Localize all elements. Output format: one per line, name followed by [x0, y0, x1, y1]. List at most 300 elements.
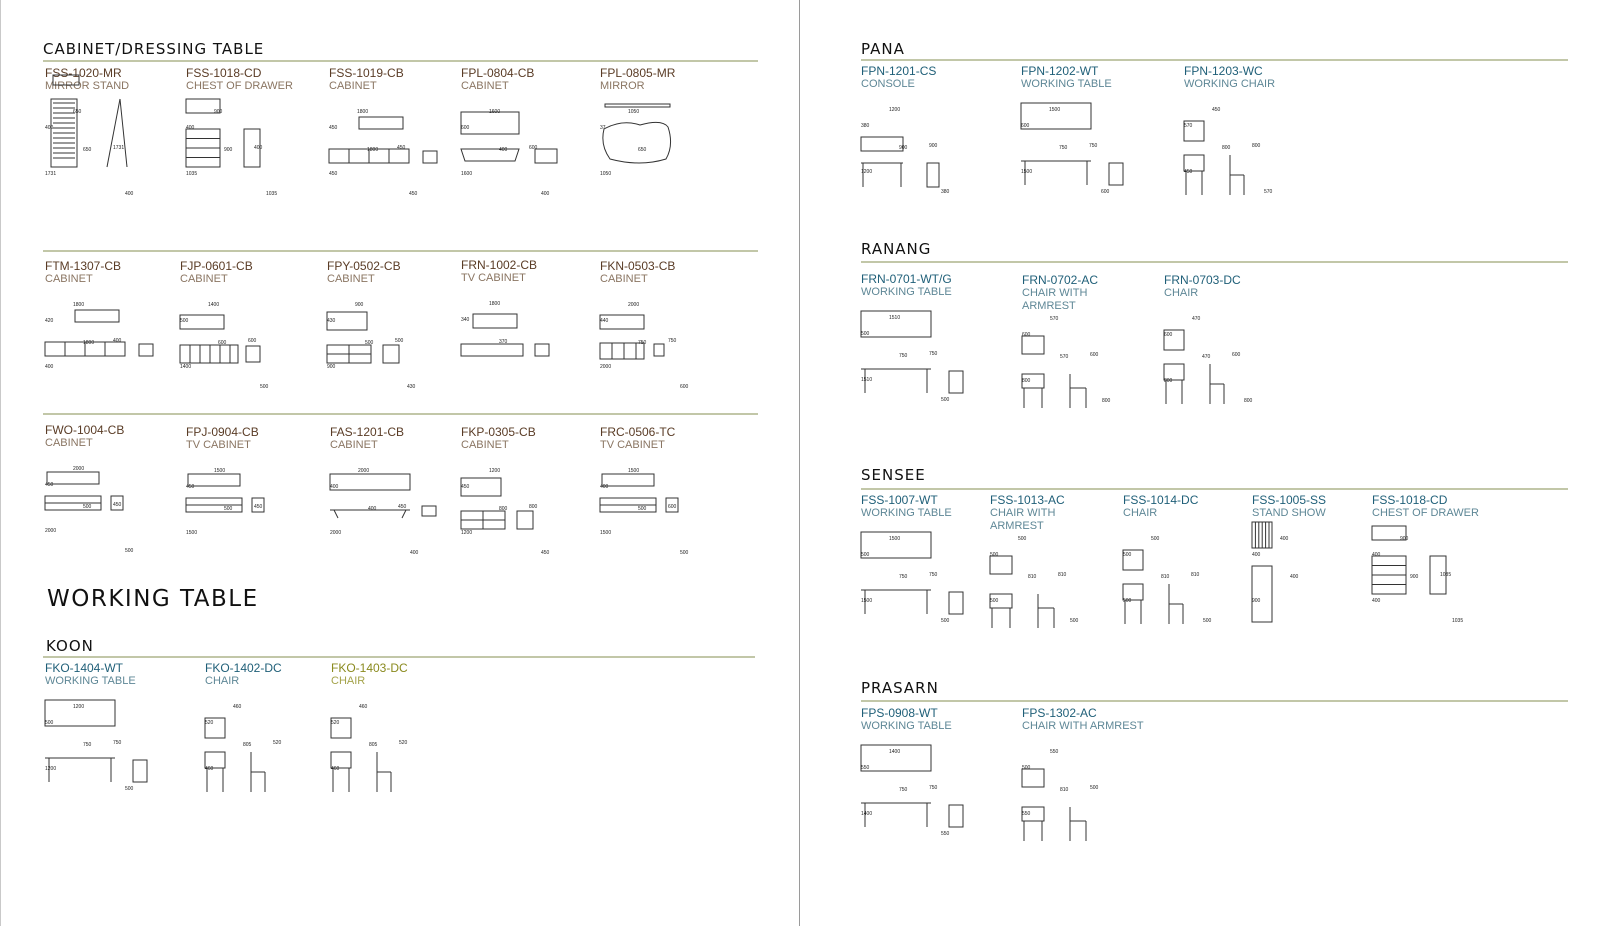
- technical-drawing: [1184, 65, 1304, 205]
- dimension-label: 550: [941, 831, 950, 837]
- dimension-label: 900: [355, 302, 364, 308]
- product-description: WORKING TABLE: [45, 675, 136, 687]
- dimension-label: 500: [1123, 598, 1132, 604]
- top-view: [990, 556, 1012, 574]
- technical-drawing: [861, 273, 981, 413]
- product-item: [861, 272, 1011, 403]
- product-item: [861, 493, 1011, 624]
- product-description: WORKING CHAIR: [1184, 78, 1276, 90]
- dimension-label: 460: [205, 766, 214, 772]
- dimension-label: 2000: [73, 466, 85, 472]
- product-code: FPN-1202-WT: [1021, 64, 1099, 78]
- product-code: FKO-1403-DC: [331, 661, 408, 675]
- product-code: FSS-1014-DC: [1123, 493, 1199, 507]
- product-description: MIRROR STAND: [45, 80, 130, 92]
- dimension-label: 800: [529, 504, 538, 510]
- dimension-label: 800: [499, 506, 508, 512]
- product-code: FSS-1018-CD: [186, 66, 262, 80]
- dimension-label: 810: [1191, 572, 1200, 578]
- dimension-label: 370: [499, 339, 508, 345]
- dimension-label: 1500: [1021, 169, 1033, 175]
- side-view: [535, 344, 549, 356]
- technical-drawing: [1123, 494, 1243, 634]
- dimension-label: 900: [1410, 574, 1419, 580]
- technical-drawing: [205, 662, 325, 802]
- side-view: [422, 506, 436, 516]
- product-description: CHAIR: [1164, 287, 1199, 299]
- dimension-label: 1500: [600, 530, 612, 536]
- dimension-label: 1600: [461, 171, 473, 177]
- dimension-label: 1500: [889, 536, 901, 542]
- side-view: [535, 149, 557, 163]
- product-description: CHEST OF DRAWER: [186, 80, 293, 92]
- dimension-label: 1400: [208, 302, 220, 308]
- product-description: CABINET: [461, 80, 509, 92]
- side-view: [423, 151, 437, 163]
- dimension-label: 1800: [357, 109, 369, 115]
- dimension-label: 1035: [186, 171, 198, 177]
- dimension-label: 470: [1192, 316, 1201, 322]
- top-view: [605, 104, 670, 107]
- dimension-label: 810: [1060, 787, 1069, 793]
- dimension-label: 500: [941, 618, 950, 624]
- dimension-label: 1800: [73, 302, 85, 308]
- dimension-label: 900: [224, 147, 233, 153]
- product-description: CABINET: [329, 80, 377, 92]
- dimension-label: 1400: [180, 364, 192, 370]
- section-title-ranang: RANANG: [861, 240, 932, 258]
- product-description: WORKING TABLE: [861, 286, 952, 298]
- dimension-label: 550: [861, 765, 870, 771]
- dimension-label: 750: [638, 340, 647, 346]
- dimension-label: 500: [1151, 536, 1160, 542]
- dimension-label: 450: [541, 550, 550, 556]
- product-item: [1164, 273, 1314, 404]
- dimension-label: 900: [1400, 536, 1409, 542]
- dimension-label: 520: [273, 740, 282, 746]
- product-item: [1372, 493, 1522, 624]
- section-title-cabinet: CABINET/DRESSING TABLE: [43, 40, 265, 58]
- product-description: CONSOLE: [861, 78, 915, 90]
- product-code: FAS-1201-CB: [330, 425, 405, 439]
- technical-drawing: [331, 662, 451, 802]
- top-view: [359, 117, 403, 129]
- dimension-label: 2000: [600, 364, 612, 370]
- product-code: FRN-0702-AC: [1022, 273, 1099, 287]
- dimension-label: 500: [365, 340, 374, 346]
- dimension-label: 430: [327, 318, 336, 324]
- product-item: [600, 259, 750, 390]
- dimension-label: 570: [1060, 354, 1069, 360]
- section-divider: [43, 60, 758, 62]
- dimension-label: 570: [1050, 316, 1059, 322]
- product-code: FPL-0804-CB: [461, 66, 535, 80]
- top-view: [330, 474, 410, 490]
- dimension-label: 800: [1252, 143, 1261, 149]
- product-item: [45, 661, 195, 792]
- top-view: [861, 137, 903, 151]
- dimension-label: 450: [398, 504, 407, 510]
- dimension-label: 400: [45, 125, 54, 131]
- top-view: [473, 314, 517, 328]
- dimension-label: 600: [1101, 189, 1110, 195]
- technical-drawing: [45, 662, 165, 802]
- dimension-label: 750: [1059, 145, 1068, 151]
- technical-drawing: [186, 426, 306, 566]
- dimension-label: 750: [899, 787, 908, 793]
- side-view: [949, 371, 963, 393]
- dimension-label: 1200: [461, 530, 473, 536]
- product-item: [1022, 706, 1172, 817]
- side-view: [120, 99, 127, 167]
- dimension-label: 520: [399, 740, 408, 746]
- dimension-label: 520: [205, 720, 214, 726]
- dimension-label: 500: [1203, 618, 1212, 624]
- side-view: [927, 163, 939, 187]
- dimension-label: 1400: [889, 749, 901, 755]
- dimension-label: 1200: [889, 107, 901, 113]
- technical-drawing: [861, 707, 981, 847]
- technical-drawing: [186, 67, 306, 207]
- side-view: [949, 805, 963, 827]
- dimension-label: 805: [243, 742, 252, 748]
- technical-drawing: [600, 260, 720, 400]
- dimension-label: 650: [83, 147, 92, 153]
- product-item: [331, 661, 481, 772]
- dimension-label: 470: [1202, 354, 1211, 360]
- dimension-label: 750: [899, 574, 908, 580]
- side-view: [139, 344, 153, 356]
- dimension-label: 600: [680, 384, 689, 390]
- dimension-label: 400: [1252, 552, 1261, 558]
- dimension-label: 450: [1212, 107, 1221, 113]
- product-code: FSS-1005-SS: [1252, 493, 1327, 507]
- dimension-label: 2000: [45, 528, 57, 534]
- technical-drawing: [1022, 707, 1142, 847]
- dimension-label: 500: [395, 338, 404, 344]
- dimension-label: 400: [499, 147, 508, 153]
- dimension-label: 500: [861, 331, 870, 337]
- product-description: CABINET: [180, 273, 228, 285]
- side-view: [246, 346, 260, 362]
- side-view: [1109, 163, 1123, 185]
- dimension-label: 550: [1050, 749, 1059, 755]
- dimension-label: 500: [990, 552, 999, 558]
- dimension-label: 1035: [1440, 572, 1452, 578]
- dimension-label: 500: [1022, 765, 1031, 771]
- dimension-label: 800: [1164, 378, 1173, 384]
- section-title-koon: KOON: [46, 637, 94, 655]
- dimension-label: 520: [331, 720, 340, 726]
- dimension-label: 450: [45, 482, 54, 488]
- dimension-label: 800: [1244, 398, 1253, 404]
- product-description: CABINET: [45, 273, 93, 285]
- technical-drawing: [45, 260, 165, 400]
- dimension-label: 450: [113, 502, 122, 508]
- dimension-label: 600: [1164, 332, 1173, 338]
- dimension-label: 450: [254, 504, 263, 510]
- product-code: FSS-1018-CD: [1372, 493, 1448, 507]
- dimension-label: 1800: [489, 301, 501, 307]
- dimension-label: 1200: [861, 169, 873, 175]
- dimension-label: 450: [409, 191, 418, 197]
- dimension-label: 500: [125, 548, 134, 554]
- product-code: FPS-1302-AC: [1022, 706, 1097, 720]
- technical-drawing: [1164, 274, 1284, 414]
- dimension-label: 1400: [861, 811, 873, 817]
- dimension-label: 2000: [628, 302, 640, 308]
- product-description: CABINET: [330, 439, 378, 451]
- product-item: [990, 493, 1140, 624]
- dimension-label: 400: [1280, 536, 1289, 542]
- dimension-label: 570: [1264, 189, 1273, 195]
- front-view: [461, 344, 523, 356]
- section-divider: [861, 700, 1568, 702]
- product-description: TV CABINET: [186, 439, 251, 451]
- section-title-sensee: SENSEE: [861, 466, 926, 484]
- dimension-label: 460: [331, 766, 340, 772]
- technical-drawing: [329, 67, 449, 207]
- product-item: [1184, 64, 1334, 195]
- section-divider: [861, 261, 1568, 263]
- product-description: CHAIR WITH ARMREST: [1022, 720, 1144, 732]
- product-description: MIRROR: [600, 80, 645, 92]
- dimension-label: 380: [941, 189, 950, 195]
- dimension-label: 430: [407, 384, 416, 390]
- dimension-label: 400: [1290, 574, 1299, 580]
- dimension-label: 2000: [330, 530, 342, 536]
- dimension-label: 1500: [628, 468, 640, 474]
- technical-drawing: [600, 67, 720, 207]
- dimension-label: 810: [1058, 572, 1067, 578]
- side-view: [654, 344, 664, 356]
- dimension-label: 1050: [628, 109, 640, 115]
- product-description: CHAIR: [1123, 507, 1158, 519]
- dimension-label: 600: [1021, 123, 1030, 129]
- product-code: FSS-1020-MR: [45, 66, 122, 80]
- technical-drawing: [990, 494, 1110, 634]
- dimension-label: 500: [1090, 785, 1099, 791]
- dimension-label: 1731: [113, 145, 125, 151]
- dimension-label: 1500: [214, 468, 226, 474]
- top-view: [1022, 769, 1044, 787]
- product-description: CHAIR: [205, 675, 240, 687]
- line-shape: [402, 510, 406, 518]
- technical-drawing: [861, 494, 981, 634]
- product-code: FPN-1201-CS: [861, 64, 937, 78]
- section-title-prasarn: PRASARN: [861, 679, 939, 697]
- top-view: [461, 112, 519, 134]
- product-description: WORKING TABLE: [861, 720, 952, 732]
- dimension-label: 600: [668, 504, 677, 510]
- dimension-label: 1500: [186, 530, 198, 536]
- top-view: [188, 474, 240, 486]
- side-view: [949, 592, 963, 614]
- dimension-label: 900: [899, 145, 908, 151]
- product-code: FRN-1002-CB: [461, 258, 538, 272]
- dimension-label: 800: [1222, 145, 1231, 151]
- dimension-label: 750: [929, 572, 938, 578]
- dimension-label: 500: [125, 786, 134, 792]
- dimension-label: 340: [461, 317, 470, 323]
- dimension-label: 450: [329, 125, 338, 131]
- dimension-label: 460: [233, 704, 242, 710]
- technical-drawing: [327, 260, 447, 400]
- dimension-label: 600: [1090, 352, 1099, 358]
- dimension-label: 2000: [358, 468, 370, 474]
- dimension-label: 750: [1089, 143, 1098, 149]
- dimension-label: 500: [180, 318, 189, 324]
- product-code: FKN-0503-CB: [600, 259, 676, 273]
- section-divider: [43, 656, 755, 658]
- front-view: [1252, 566, 1272, 622]
- dimension-label: 750: [899, 353, 908, 359]
- product-item: [861, 706, 1011, 837]
- product-description: CHAIR WITH ARMREST: [990, 507, 1056, 532]
- front-view: [461, 149, 519, 161]
- technical-drawing: [461, 259, 581, 399]
- dimension-label: 1800: [83, 340, 95, 346]
- dimension-label: 750: [668, 338, 677, 344]
- dimension-label: 600: [248, 338, 257, 344]
- section-divider: [861, 59, 1568, 61]
- technical-drawing: [600, 426, 720, 566]
- row-divider: [43, 413, 758, 415]
- product-code: FRN-0703-DC: [1164, 273, 1241, 287]
- dimension-label: 400: [1372, 552, 1381, 558]
- dimension-label: 900: [214, 109, 223, 115]
- dimension-label: 400: [330, 484, 339, 490]
- dimension-label: 800: [1022, 378, 1031, 384]
- product-code: FPL-0805-MR: [600, 66, 676, 80]
- product-code: FPY-0502-CB: [327, 259, 401, 273]
- dimension-label: 600: [218, 340, 227, 346]
- dimension-label: 400: [186, 125, 195, 131]
- product-code: FPJ-0904-CB: [186, 425, 259, 439]
- technical-drawing: [1022, 274, 1142, 414]
- dimension-label: 450: [329, 171, 338, 177]
- dimension-label: 600: [1022, 332, 1031, 338]
- top-view: [75, 310, 119, 322]
- product-description: CHAIR WITH ARMREST: [1022, 287, 1088, 312]
- side-view: [383, 345, 399, 363]
- product-description: CABINET: [327, 273, 375, 285]
- technical-drawing: [1021, 65, 1141, 205]
- dimension-label: 450: [461, 484, 470, 490]
- dimension-label: 810: [1161, 574, 1170, 580]
- technical-drawing: [461, 426, 581, 566]
- product-code: FSS-1007-WT: [861, 493, 938, 507]
- product-description: CABINET: [45, 437, 93, 449]
- dimension-label: 550: [1022, 811, 1031, 817]
- front-view: [603, 122, 671, 163]
- technical-drawing: [461, 67, 581, 207]
- dimension-label: 570: [1184, 123, 1193, 129]
- product-item: [861, 64, 1011, 195]
- dimension-label: 500: [638, 506, 647, 512]
- product-item: [600, 425, 750, 556]
- dimension-label: 450: [186, 484, 195, 490]
- product-description: CABINET: [461, 439, 509, 451]
- technical-drawing: [330, 426, 450, 566]
- product-code: FKO-1402-DC: [205, 661, 282, 675]
- dimension-label: 650: [73, 109, 82, 115]
- dimension-label: 650: [638, 147, 647, 153]
- dimension-label: 1200: [73, 704, 85, 710]
- side-view: [107, 99, 120, 167]
- dimension-label: 500: [1018, 536, 1027, 542]
- product-code: FKP-0305-CB: [461, 425, 536, 439]
- dimension-label: 750: [929, 351, 938, 357]
- dimension-label: 440: [600, 318, 609, 324]
- dimension-label: 1600: [489, 109, 501, 115]
- dimension-label: 400: [600, 484, 609, 490]
- dimension-label: 1035: [266, 191, 278, 197]
- technical-drawing: [45, 67, 165, 207]
- dimension-label: 400: [45, 364, 54, 370]
- dimension-label: 500: [680, 550, 689, 556]
- product-description: TV CABINET: [600, 439, 665, 451]
- dimension-label: 1200: [489, 468, 501, 474]
- top-view: [602, 474, 654, 486]
- dimension-label: 420: [45, 318, 54, 324]
- product-description: WORKING TABLE: [861, 507, 952, 519]
- row-divider: [43, 250, 758, 252]
- dimension-label: 500: [260, 384, 269, 390]
- product-code: FSS-1013-AC: [990, 493, 1065, 507]
- dimension-label: 600: [529, 145, 538, 151]
- dimension-label: 1500: [1049, 107, 1061, 113]
- side-view: [133, 760, 147, 782]
- dimension-label: 450: [1184, 169, 1193, 175]
- dimension-label: 1035: [1452, 618, 1464, 624]
- product-code: FKO-1404-WT: [45, 661, 124, 675]
- dimension-label: 460: [359, 704, 368, 710]
- top-view: [47, 472, 99, 484]
- dimension-label: 500: [861, 552, 870, 558]
- dimension-label: 400: [410, 550, 419, 556]
- dimension-label: 1200: [45, 766, 57, 772]
- dimension-label: 500: [83, 504, 92, 510]
- dimension-label: 500: [45, 720, 54, 726]
- section-title-pana: PANA: [861, 40, 905, 58]
- dimension-label: 750: [83, 742, 92, 748]
- top-view: [53, 75, 79, 85]
- dimension-label: 380: [861, 123, 870, 129]
- technical-drawing: [1372, 494, 1492, 634]
- technical-drawing: [45, 424, 165, 564]
- product-code: FRC-0506-TC: [600, 425, 676, 439]
- dimension-label: 900: [327, 364, 336, 370]
- product-description: CABINET: [600, 273, 648, 285]
- dimension-label: 750: [113, 740, 122, 746]
- dimension-label: 400: [541, 191, 550, 197]
- dimension-label: 1731: [45, 171, 57, 177]
- dimension-label: 900: [1252, 598, 1261, 604]
- dimension-label: 805: [369, 742, 378, 748]
- dimension-label: 400: [254, 145, 263, 151]
- product-item: [1021, 64, 1171, 195]
- dimension-label: 400: [1372, 598, 1381, 604]
- product-code: FJP-0601-CB: [180, 259, 253, 273]
- technical-drawing: [1252, 494, 1372, 634]
- product-code: FRN-0701-WT/G: [861, 272, 952, 286]
- dimension-label: 400: [368, 506, 377, 512]
- side-view: [517, 511, 533, 529]
- dimension-label: 600: [1232, 352, 1241, 358]
- dimension-label: 1800: [367, 147, 379, 153]
- dimension-label: 400: [125, 191, 134, 197]
